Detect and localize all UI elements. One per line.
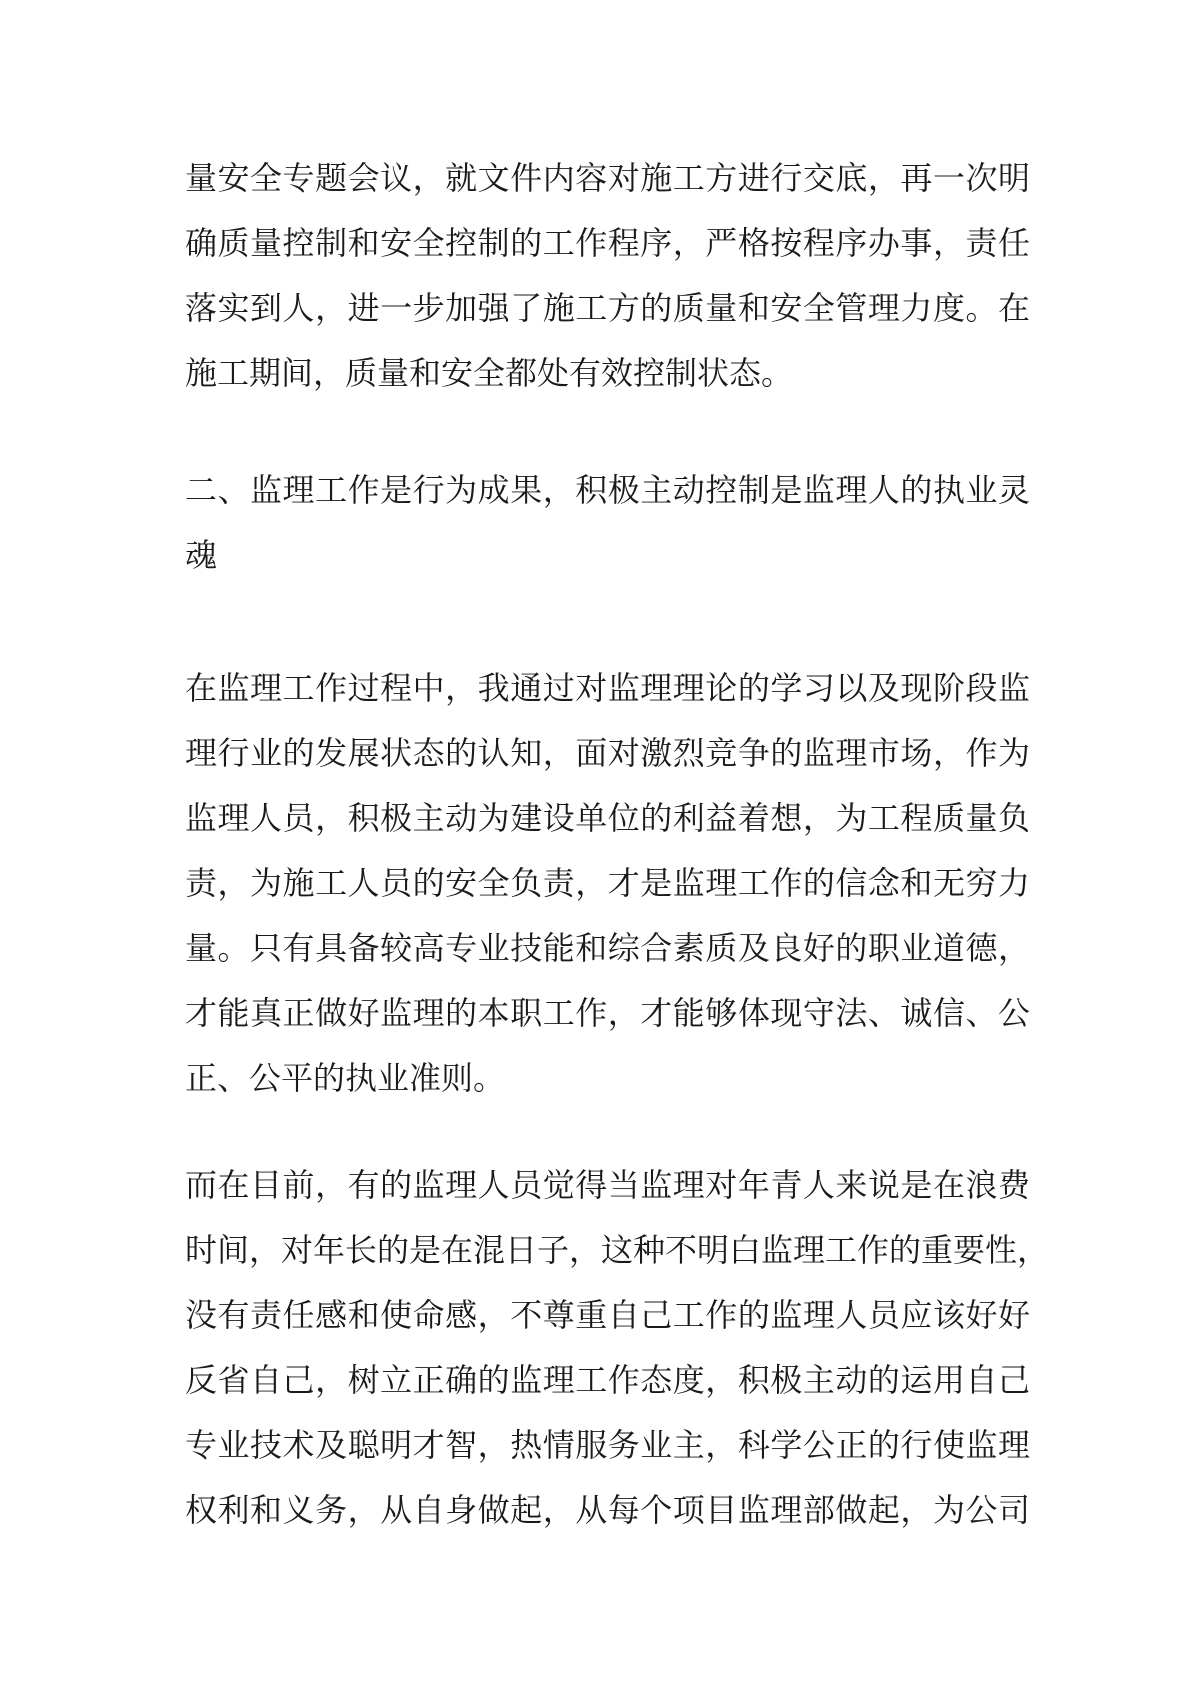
paragraph-3 [185, 1153, 1050, 1543]
paragraph-line: 而在目前，有的监理人员觉得当监理对年青人来说是在浪费 [185, 1166, 1030, 1204]
paragraph-line: 反省自己，树立正确的监理工作态度，积极主动的运用自己 [185, 1361, 1030, 1399]
paragraph-line: 量。只有具备较高专业技能和综合素质及良好的职业道德， [185, 929, 1030, 967]
paragraph-line: 量安全专题会议，就文件内容对施工方进行交底，再一次明 [185, 159, 1030, 197]
paragraph-line: 确质量控制和安全控制的工作程序，严格按程序办事，责任 [185, 224, 1030, 262]
paragraph-line: 责，为施工人员的安全负责，才是监理工作的信念和无穷力 [185, 864, 1030, 902]
paragraph-2 [185, 656, 1030, 1111]
paragraph-line: 专业技术及聪明才智，热情服务业主，科学公正的行使监理 [185, 1426, 1030, 1464]
paragraph-1 [185, 146, 1030, 406]
paragraph-line: 在监理工作过程中，我通过对监理理论的学习以及现阶段监 [185, 669, 1030, 707]
paragraph-line: 落实到人，进一步加强了施工方的质量和安全管理力度。在 [185, 289, 1030, 327]
section-heading [185, 458, 1030, 588]
paragraph-line: 权利和义务，从自身做起，从每个项目监理部做起，为公司 [185, 1491, 1030, 1529]
paragraph-line: 正、公平的执业准则。 [185, 1059, 506, 1097]
paragraph-line: 没有责任感和使命感，不尊重自己工作的监理人员应该好好 [185, 1296, 1030, 1334]
paragraph-line: 才能真正做好监理的本职工作，才能够体现守法、诚信、公 [185, 994, 1030, 1032]
paragraph-line: 监理人员，积极主动为建设单位的利益着想，为工程质量负 [185, 799, 1030, 837]
heading-line: 二、监理工作是行为成果，积极主动控制是监理人的执业灵 [185, 471, 1030, 509]
paragraph-line: 时间，对年长的是在混日子，这种不明白监理工作的重要性， [185, 1231, 1050, 1269]
heading-line: 魂 [185, 536, 218, 574]
paragraph-line: 施工期间，质量和安全都处有效控制状态。 [185, 354, 794, 392]
paragraph-line: 理行业的发展状态的认知，面对激烈竞争的监理市场，作为 [185, 734, 1030, 772]
